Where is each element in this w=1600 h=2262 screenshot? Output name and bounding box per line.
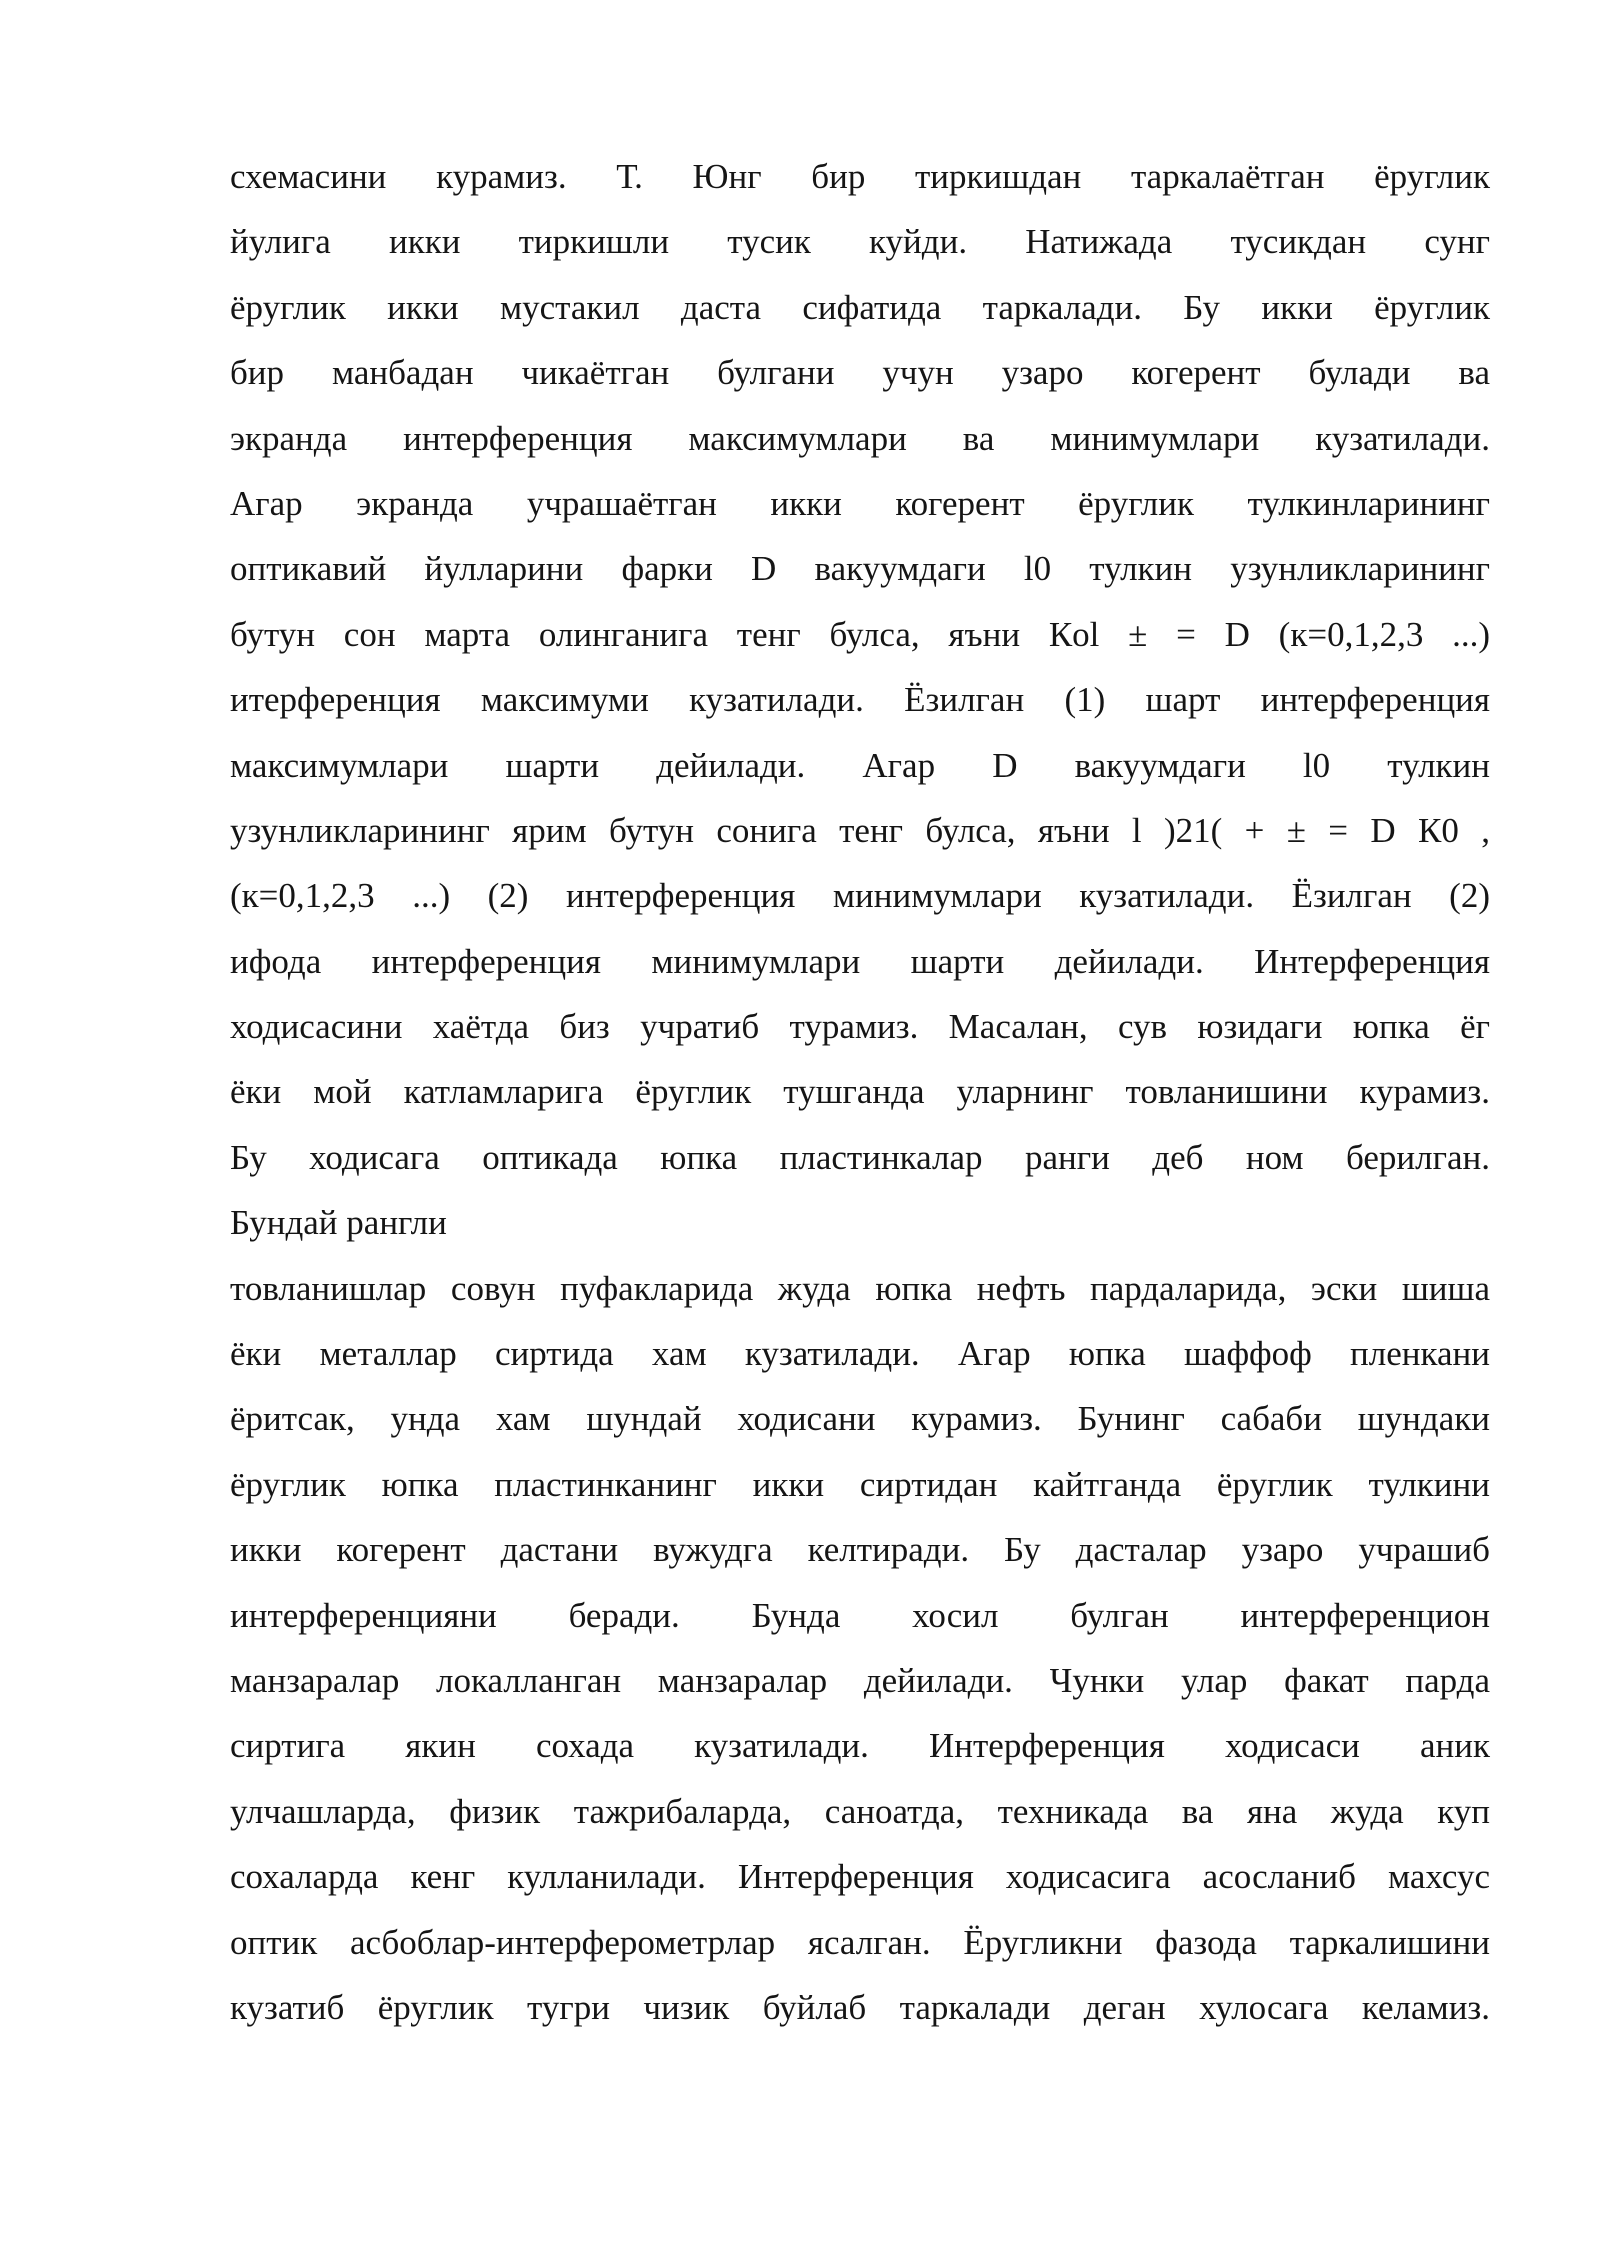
text-line: ёки мой катламларига ёруглик тушганда уларнинг товланишини курамиз. [230, 1072, 1490, 1112]
text-line: сиртига якин сохада кузатилади. Интерференция ходисаси аник [230, 1726, 1490, 1766]
text-line: икки когерент дастани вужудга келтиради. Бу дасталар узаро учрашиб [230, 1530, 1490, 1570]
text-line: Бу ходисага оптикада юпка пластинкалар ранги деб ном берилган. [230, 1137, 1490, 1177]
text-line: Агар экранда учрашаётган икки когерент ёруглик тулкинларининг [230, 483, 1490, 523]
text-line: ходисасини хаётда биз учратиб турамиз. Масалан, сув юзидаги юпка ёг [230, 1007, 1490, 1047]
text-line: бутун сон марта олинганига тенг булса, яъни Кol ± = D (к=0,1,2,3 ...) [230, 614, 1490, 654]
text-line: Бундай рангли [230, 1203, 447, 1243]
text-line: оптик асбоблар-интерферометрлар ясалган. Ёругликни фазода таркалишини [230, 1922, 1490, 1962]
text-line: (к=0,1,2,3 ...) (2) интерференция минимумлари кузатилади. Ёзилган (2) [230, 876, 1490, 916]
text-line: бир манбадан чикаётган булгани учун узаро когерент булади ва [230, 353, 1490, 393]
text-line: йулига икки тиркишли тусик куйди. Натижада тусикдан сунг [230, 222, 1490, 262]
text-line: оптикавий йулларини фарки D вакуумдаги l0 тулкин узунликларининг [230, 549, 1490, 589]
text-line: узунликларининг ярим бутун сонига тенг булса, яъни l )21( + ± = D К0 , [230, 810, 1490, 850]
text-line: манзаралар локалланган манзаралар дейилади. Чунки улар факат парда [230, 1660, 1490, 1700]
text-line: ёруглик икки мустакил даста сифатида таркалади. Бу икки ёруглик [230, 287, 1490, 327]
text-line: кузатиб ёруглик тугри чизик буйлаб таркалади деган хулосага келамиз. [230, 1987, 1490, 2027]
text-line: максимумлари шарти дейилади. Агар D вакуумдаги l0 тулкин [230, 745, 1490, 785]
text-line: ёруглик юпка пластинканинг икки сиртидан кайтганда ёруглик тулкини [230, 1464, 1490, 1504]
body-text [230, 152, 1490, 2048]
text-line: экранда интерференция максимумлари ва минимумлари кузатилади. [230, 418, 1490, 458]
text-line: интерференцияни беради. Бунда хосил булган интерференцион [230, 1595, 1490, 1635]
text-line: сохаларда кенг кулланилади. Интерференция ходисасига асосланиб махсус [230, 1857, 1490, 1897]
text-line: улчашларда, физик тажрибаларда, саноатда, техникада ва яна жуда куп [230, 1791, 1490, 1831]
text-line: схемасини курамиз. Т. Юнг бир тиркишдан таркалаётган ёруглик [230, 157, 1490, 196]
text-line: ифода интерференция минимумлари шарти дейилади. Интерференция [230, 941, 1490, 981]
text-line: ёки металлар сиртида хам кузатилади. Агар юпка шаффоф пленкани [230, 1334, 1490, 1374]
text-line: товланишлар совун пуфакларида жуда юпка нефть пардаларида, эски шиша [230, 1268, 1490, 1308]
text-line: ёритсак, унда хам шундай ходисани курамиз. Бунинг сабаби шундаки [230, 1399, 1490, 1439]
text-line: итерференция максимуми кузатилади. Ёзилган (1) шарт интерференция [230, 680, 1490, 720]
